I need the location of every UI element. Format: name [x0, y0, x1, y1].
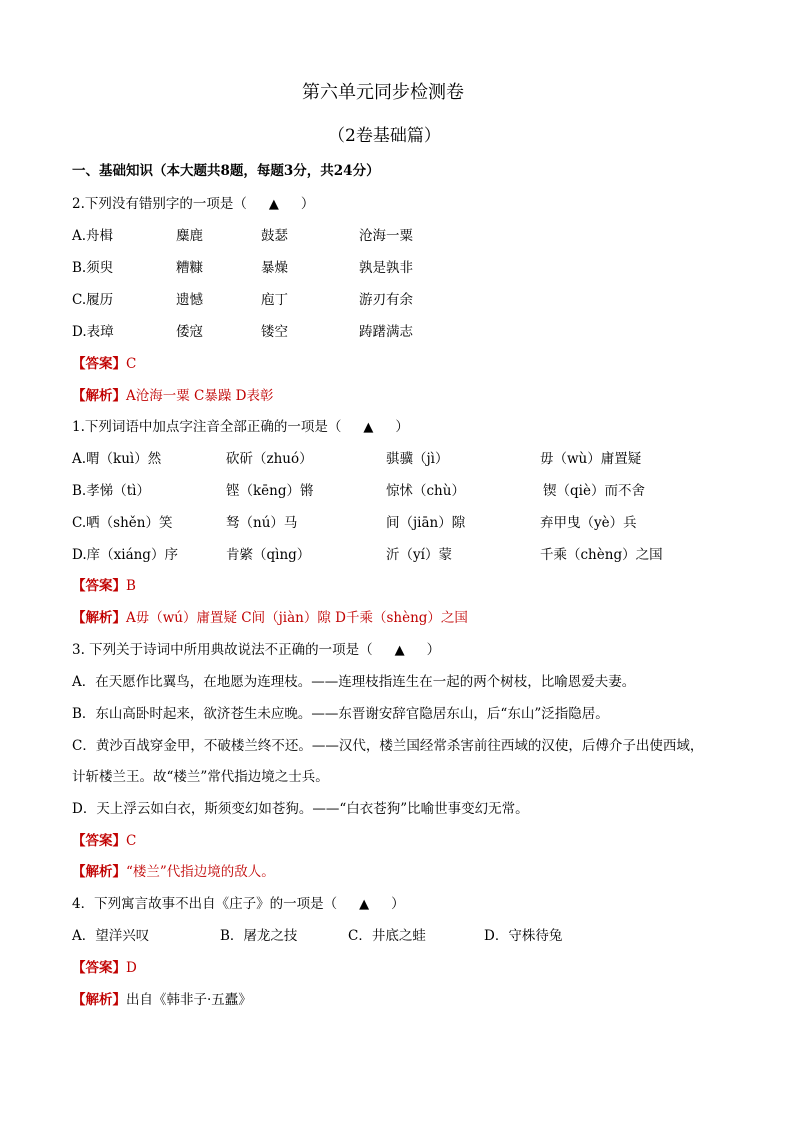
q4-option-d: D．守株待兔 — [484, 928, 563, 944]
page-title: 第六单元同步检测卷 — [302, 82, 464, 103]
question-4-stem-close: ） — [391, 896, 405, 912]
q2-option-b-c4: 孰是孰非 — [359, 260, 413, 276]
q1-option-c-c2: 驽（nú）马 — [226, 515, 298, 531]
answer-label: 【答案】 — [72, 356, 126, 372]
question-1-stem-close: ） — [395, 419, 409, 435]
question-2-stem — [72, 192, 314, 212]
q1-option-a-c4: 毋（wù）庸置疑 — [540, 451, 642, 467]
q1-option-a-c3: 骐骥（jì） — [386, 451, 449, 467]
question-4-stem-text: 4．下列寓言故事不出自《庄子》的一项是（ — [72, 896, 338, 912]
q1-option-d-c3: 沂（yí）蒙 — [386, 547, 452, 563]
q2-option-b-c3: 暴燥 — [261, 260, 288, 276]
q1-answer — [72, 574, 136, 594]
q3-option-a: A．在天愿作比翼鸟，在地愿为连理枝。——连理枝指连生在一起的两个树枝，比喻恩爱夫妻。 — [72, 674, 636, 690]
q1-option-d-c2: 肯綮（qìng） — [226, 547, 311, 563]
question-2-stem-close: ） — [300, 196, 315, 212]
q1-option-d-c4: 千乘（chèng）之国 — [540, 547, 663, 563]
q2-option-c-c3: 庖丁 — [261, 292, 288, 308]
answer-value: D — [126, 960, 137, 976]
q1-option-c-c3: 间（jiān）隙 — [386, 515, 466, 531]
analysis-label: 【解析】 — [72, 864, 126, 880]
q2-option-a-c3: 鼓瑟 — [261, 228, 288, 244]
q3-answer — [72, 829, 136, 849]
q2-option-b-c2: 糟糠 — [176, 260, 203, 276]
q1-option-d-c1: D.庠（xiáng）序 — [72, 547, 178, 563]
q4-option-a: A．望洋兴叹 — [72, 928, 150, 944]
q3-option-d: D．天上浮云如白衣，斯须变幻如苍狗。——“白衣苍狗”比喻世事变幻无常。 — [72, 801, 529, 817]
answer-label: 【答案】 — [72, 578, 126, 594]
q2-option-a-c1: A.舟楫 — [72, 228, 114, 244]
analysis-text: A毋（wú）庸置疑 C间（jiàn）隙 D千乘（shèng）之国 — [126, 610, 468, 626]
q1-analysis — [72, 606, 468, 626]
q2-option-d-c1: D.表璋 — [72, 324, 114, 340]
q3-analysis — [72, 860, 275, 880]
q1-option-c-c4: 弃甲曳（yè）兵 — [540, 515, 637, 531]
answer-value: B — [126, 578, 136, 594]
q4-option-c: C．井底之蛙 — [348, 928, 426, 944]
answer-value: C — [126, 356, 137, 372]
analysis-text: “楼兰”代指边境的敌人。 — [126, 864, 275, 880]
q1-option-c-c1: C.哂（shěn）笑 — [72, 515, 173, 531]
q1-option-b-c4: 锲（qiè）而不舍 — [543, 483, 645, 499]
q2-option-a-c2: 麋鹿 — [176, 228, 203, 244]
q1-option-b-c3: 惊怵（chù） — [386, 483, 465, 499]
section-heading: 一、基础知识（本大题共8题，每题3分，共24分） — [72, 163, 380, 179]
question-3-stem — [72, 638, 440, 658]
question-3-stem-close: ） — [426, 642, 441, 658]
q3-option-c: C．黄沙百战穿金甲，不破楼兰终不还。——汉代，楼兰国经常杀害前往西域的汉使，后傅介子出使西域， — [72, 738, 704, 754]
q2-option-c-c2: 遗憾 — [176, 292, 203, 308]
answer-label: 【答案】 — [72, 960, 126, 976]
q1-option-b-c1: B.孝悌（tì） — [72, 483, 150, 499]
analysis-label: 【解析】 — [72, 992, 126, 1008]
q2-option-b-c1: B.须臾 — [72, 260, 114, 276]
q3-option-c-continued: 计斩楼兰王。故“楼兰”常代指边境之士兵。 — [72, 769, 329, 785]
question-1-stem — [72, 415, 409, 435]
question-1-stem-text: 1.下列词语中加点字注音全部正确的一项是（ — [72, 419, 342, 435]
q3-option-b: B．东山高卧时起来，欲济苍生未应晚。——东晋谢安辞官隐居东山，后“东山”泛指隐居。 — [72, 706, 609, 722]
blank-triangle-icon: ▲ — [394, 643, 405, 658]
page-subtitle: （2卷基础篇） — [328, 126, 441, 146]
q2-answer — [72, 352, 136, 372]
blank-triangle-icon: ▲ — [268, 197, 279, 212]
analysis-label: 【解析】 — [72, 610, 126, 626]
blank-triangle-icon: ▲ — [359, 897, 370, 912]
q2-option-d-c3: 镂空 — [261, 324, 288, 340]
q2-option-c-c1: C.履历 — [72, 292, 114, 308]
q2-option-a-c4: 沧海一粟 — [359, 228, 413, 244]
question-3-stem-text: 3. 下列关于诗词中所用典故说法不正确的一项是（ — [72, 642, 373, 658]
q2-option-d-c4: 踌躇满志 — [359, 324, 413, 340]
q1-option-a-c2: 砍斫（zhuó） — [226, 451, 313, 467]
q2-option-c-c4: 游刃有余 — [359, 292, 413, 308]
analysis-label: 【解析】 — [72, 388, 126, 404]
analysis-text: 出自《韩非子·五蠹》 — [126, 992, 252, 1008]
question-4-stem — [72, 892, 405, 912]
q2-option-d-c2: 倭寇 — [176, 324, 203, 340]
answer-label: 【答案】 — [72, 833, 126, 849]
question-2-stem-text: 2.下列没有错别字的一项是（ — [72, 196, 247, 212]
blank-triangle-icon: ▲ — [363, 420, 374, 435]
q1-option-a-c1: A.喟（kuì）然 — [72, 451, 162, 467]
q4-answer — [72, 956, 137, 976]
q1-option-b-c2: 铿（kēng）锵 — [226, 483, 314, 499]
answer-value: C — [126, 833, 137, 849]
q4-option-b: B．屠龙之技 — [220, 928, 298, 944]
q4-analysis — [72, 988, 252, 1008]
q2-analysis — [72, 384, 274, 404]
analysis-text: A沧海一粟 C暴躁 D表彰 — [126, 388, 274, 404]
